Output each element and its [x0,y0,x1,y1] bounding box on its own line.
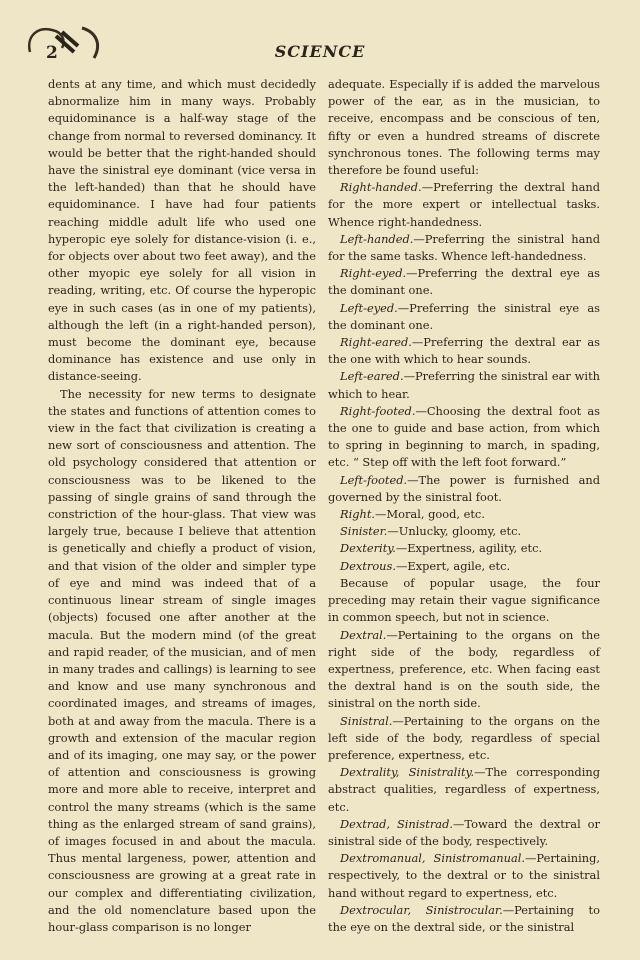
definition: —Toward the dextral or sinistral side of the body, respectively. [328,816,600,848]
definition-entry [328,627,600,713]
term: Left-eyed. [340,300,398,315]
definition: —Pertaining to the eye on the dextral side, or the sinistral [328,902,600,934]
term: Dextral. [340,627,387,642]
term: Right-eared. [340,335,412,350]
term: Right-eyed. [340,266,407,281]
term: Dextromanual, Sinistromanual. [340,851,526,866]
definition-entry [328,902,600,936]
term: Dextrality, Sinistrality. [340,765,475,780]
term: Dextrous. [340,558,396,573]
definition: —Unlucky, gloomy, etc. [387,524,522,539]
definition: —Pertaining to the organs on the left side of the body, regardless of special preference, expertness, etc. [328,713,600,762]
definition: —Preferring the sinistral ear with which to hear. [328,369,600,401]
definition: —Moral, good, etc. [375,507,485,522]
term: Sinister. [340,524,388,539]
paragraph: adequate. Especially if is added the marvelous power of the ear, as in the musician, to receive, encompass and be conscious of ten, fifty or even a hundred streams of discrete synchronous tones. The following terms may therefore be found useful: [328,77,600,178]
definition-entry [328,523,600,540]
term: Left-footed. [340,472,408,487]
term: Left-eared. [340,369,404,384]
right-column [328,76,600,936]
paragraph: The necessity for new terms to designate the states and functions of attention comes to view in the fact that civilization is creating a new sort of consciousness and attention. The old psychology considered that attention or consciousness was to be likened to the passing of single grains of sand through the constriction of the hour-glass. That view was largely true, because I believe that attention is genetically and chiefly a product of vision, and that vision of the older and simpler type of eye and mind was indeed that of a continuous linear stream of single images (objects) focused one after another at the macula. But the modern mind (of the great and rapid reader, of the musician, and of men in many trades and callings) is learning to see and know and use many synchronous and coordinated images, and streams of images, both at and away from the macula. There is a growth and extension of the macular region and of its imaging, one may say, or the power of attention and consciousness is growing more and more able to receive, interpret and control the many streams (which is the same thing as the enlarged stream of sand grains), of images focused in and about the macula. Thus mental largeness, power, attention and consciousness are growing at a great rate in our complex and differentiating civilization, and the old nomenclature based upon the hour-glass comparison is no longer [48,386,316,934]
definition-entry [328,816,600,850]
left-column [48,76,316,936]
definition: —Choosing the dextral foot as the one to guide and base action, from which to spring in beginning to march, in spading, etc. “ Step off with the left foot forward.” [328,403,600,470]
definition-entry [328,265,600,299]
definition-entry [328,403,600,472]
definition: —The corresponding abstract qualities, regardless of expertness, etc. [328,765,600,814]
definition: —Preferring the dextral hand for the more expert or intellectual tasks. Whence right-handedness. [328,180,600,229]
paragraph: Because of popular usage, the four preceding may retain their vague significance in common speech, but not in science. [328,575,600,625]
definition: —Expertness, agility, etc. [395,541,543,556]
definition-entry [328,764,600,816]
definition-entry [328,540,600,557]
definition-entry [328,472,600,506]
definition: —Preferring the dextral eye as the dominant one. [328,266,600,298]
paragraph: dents at any time, and which must decidedly abnormalize him in many ways. Probably equidominance is a half-way stage of the change from normal to reversed dominancy. It would be better that the right-handed should have the sinistral eye dominant (vice versa in the left-handed) than that he should have equidominance. I have had four patients reaching middle adult life who used one hyperopic eye solely for distance-vision (i. e., for objects over about two feet away), and the other myopic eye solely for all vision in reading, writing, etc. Of course the hyperopic eye in such cases (as in one of my patients), although the left (in a right-handed person), must become the dominant eye, because dominance has existence and use only in distance-seeing. [48,77,316,384]
definition-entry [328,713,600,765]
definition-entry [328,506,600,523]
term: Right-handed. [340,180,422,195]
definition: —Pertaining, respectively, to the dextral or to the sinistral hand without regard to expertness, etc. [328,851,600,900]
term: Sinistral. [340,713,393,728]
term: Dextrocular, Sinistrocular. [340,902,503,917]
definition: —Expert, agile, etc. [395,558,511,573]
definition-entry [328,850,600,902]
page-number: 2 [46,43,58,63]
definition-entry [328,231,600,265]
running-head: SCIENCE [274,42,366,61]
definition: —The power is furnished and governed by the sinistral foot. [328,472,600,504]
definition-entry [328,179,600,231]
term: Dextrad, Sinistrad. [340,816,453,831]
definition: —Preferring the dextral ear as the one with which to hear sounds. [328,335,600,367]
definition: —Pertaining to the organs on the right side of the body, regardless of expertness, preference, etc. When facing east the dextral hand is on the south side, the sinistral on the north side. [328,627,600,711]
term: Dexterity. [340,541,396,556]
definition: —Preferring the sinistral eye as the dominant one. [328,300,600,332]
definition-entry [328,334,600,368]
definition-entry [328,558,600,575]
definition-entry [328,300,600,334]
definition-entry [328,368,600,402]
definition: —Preferring the sinistral hand for the same tasks. Whence left-handedness. [328,231,600,264]
term: Right-footed. [340,403,416,418]
term: Left-handed. [340,231,414,246]
term: Right. [340,507,376,522]
